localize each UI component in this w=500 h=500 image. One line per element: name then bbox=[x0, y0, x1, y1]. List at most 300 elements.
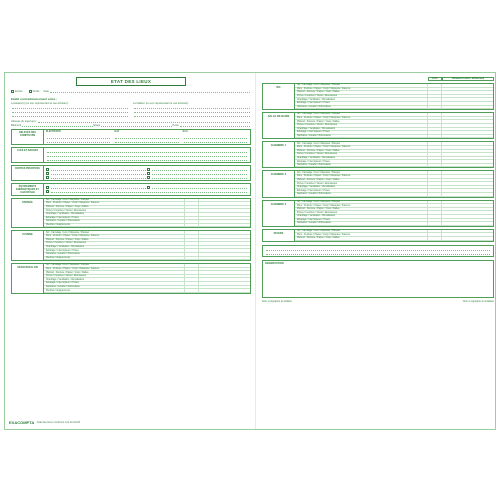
room-line-label: Sanitaires / Lavabo / Robinetterie bbox=[297, 164, 331, 167]
parties-privatives-label: PARTIES PRIVATIVES bbox=[12, 166, 44, 180]
etat-cell[interactable] bbox=[427, 222, 441, 225]
room-line-label: Plafond : Peinture / Papier / Crépi / Dalles bbox=[46, 238, 89, 241]
room-line-label: Sol : Carrelage / Lino / Moquette / Parquet bbox=[297, 113, 341, 116]
observation-cell[interactable] bbox=[198, 199, 250, 202]
adresse-field[interactable] bbox=[38, 121, 250, 123]
etat-cell[interactable] bbox=[427, 201, 441, 204]
etat-cell[interactable] bbox=[184, 257, 198, 260]
room-line-label: Chauffage / Ventilation / Climatisation bbox=[297, 98, 336, 101]
room-right-1 bbox=[262, 112, 494, 139]
parties-check-4[interactable] bbox=[147, 172, 150, 175]
bailleur-line-2[interactable] bbox=[134, 111, 250, 113]
adresse-label: Adresse du logement : bbox=[11, 120, 37, 123]
room-line-label: Murs : Peinture / Papier / Crépi / Moquette / Faïence bbox=[297, 146, 351, 149]
room-line-label: Sol : Carrelage / Lino / Moquette / Parquet bbox=[297, 200, 341, 203]
etat-cell[interactable] bbox=[427, 233, 441, 236]
page-fold bbox=[255, 73, 256, 429]
etat-cell[interactable] bbox=[184, 217, 198, 220]
observation-cell[interactable] bbox=[441, 186, 493, 189]
etat-column-header: ETAT bbox=[428, 77, 442, 81]
room-line-label: Plafond : Peinture / Papier / Crépi / Dalles bbox=[297, 208, 340, 211]
legal-notice bbox=[262, 245, 494, 257]
adresse-row bbox=[11, 119, 251, 123]
document-title: ETAT DES LIEUX bbox=[76, 77, 186, 86]
etat-cell[interactable] bbox=[427, 120, 441, 123]
right-half bbox=[262, 77, 494, 303]
room-left-2 bbox=[11, 263, 251, 294]
equip-field-3[interactable] bbox=[51, 191, 247, 193]
room-line-label: Murs : Peinture / Papier / Crépi / Moquette / Faïence bbox=[297, 233, 351, 236]
observation-cell[interactable] bbox=[441, 204, 493, 207]
electricite-field-2[interactable] bbox=[47, 141, 110, 143]
room-name: DIVERS bbox=[263, 230, 295, 241]
room-line-label: Sanitaires / Lavabo / Robinetterie bbox=[297, 222, 331, 225]
etat-cell[interactable] bbox=[184, 268, 198, 271]
etat-cell[interactable] bbox=[184, 235, 198, 238]
parties-check-5[interactable] bbox=[46, 176, 49, 179]
room-line-label: Plafond : Peinture / Papier / Crépi / Dalles bbox=[297, 237, 340, 240]
batiment-label: Bâtiment bbox=[11, 124, 22, 127]
room-line-label: Chauffage / Ventilation / Climatisation bbox=[297, 186, 336, 189]
etat-cell[interactable] bbox=[184, 239, 198, 242]
porte-field[interactable] bbox=[180, 125, 250, 127]
etat-cell[interactable] bbox=[427, 208, 441, 211]
observation-cell[interactable] bbox=[441, 160, 493, 163]
etat-cell[interactable] bbox=[427, 102, 441, 105]
sign-bailleur-label: Nom et signature du bailleur bbox=[262, 299, 292, 303]
room-line-label: Chauffage / Ventilation / Climatisation bbox=[297, 156, 336, 159]
etat-cell[interactable] bbox=[427, 237, 441, 240]
etat-cell[interactable] bbox=[184, 275, 198, 278]
gaz-field-2[interactable] bbox=[115, 141, 178, 143]
left-half bbox=[11, 77, 251, 294]
etat-cell[interactable] bbox=[427, 95, 441, 98]
electricite-label: ELECTRICITÉ bbox=[46, 131, 62, 134]
document-page bbox=[4, 72, 496, 430]
right-rooms bbox=[262, 83, 494, 242]
etat-cell[interactable] bbox=[184, 278, 198, 281]
date-label: Date bbox=[43, 89, 49, 93]
observation-cell[interactable] bbox=[198, 253, 250, 256]
observation-cell[interactable] bbox=[441, 91, 493, 94]
room-line-label: Eclairage / Interrupteurs / Prises bbox=[297, 131, 330, 134]
room-line-label: Eclairage / Interrupteurs / Prises bbox=[46, 282, 79, 285]
room-right-3 bbox=[262, 170, 494, 197]
cles-field-1[interactable] bbox=[47, 151, 247, 153]
observation-cell[interactable] bbox=[441, 179, 493, 182]
observation-cell[interactable] bbox=[441, 142, 493, 145]
room-line-label: Eclairage / Interrupteurs / Prises bbox=[46, 216, 79, 219]
etat-cell[interactable] bbox=[184, 199, 198, 202]
equipements-label: ÉQUIPEMENTS ÉNERGÉTIQUES ET CHAUFFAGE bbox=[12, 184, 44, 195]
observation-cell[interactable] bbox=[441, 146, 493, 149]
room-body bbox=[44, 231, 250, 260]
observation-cell[interactable] bbox=[441, 171, 493, 174]
parties-field-4[interactable] bbox=[152, 173, 247, 175]
etat-cell[interactable] bbox=[184, 213, 198, 216]
etat-cell[interactable] bbox=[427, 146, 441, 149]
room-line-label: Plafond : Peinture / Papier / Crépi / Dalles bbox=[297, 91, 340, 94]
sign-locataire-label: Nom et signature du locataire bbox=[462, 299, 494, 303]
etat-cell[interactable] bbox=[427, 211, 441, 214]
observation-cell[interactable] bbox=[441, 208, 493, 211]
room-line-label: Sanitaires / Lavabo / Robinetterie bbox=[46, 220, 80, 223]
observation-cell[interactable] bbox=[198, 271, 250, 274]
observation-cell[interactable] bbox=[441, 113, 493, 116]
observation-label: OBSERVATION bbox=[265, 261, 284, 265]
batiment-row bbox=[11, 123, 251, 127]
etat-cell[interactable] bbox=[427, 193, 441, 196]
etat-cell[interactable] bbox=[427, 98, 441, 101]
room-line-label: Chauffage / Ventilation / Climatisation bbox=[46, 278, 85, 281]
room-line-label: Sanitaires / Lavabo / Robinetterie bbox=[46, 285, 80, 288]
date-field[interactable] bbox=[50, 91, 250, 93]
brand-logo: EXACOMPTA bbox=[9, 420, 35, 425]
observation-cell[interactable] bbox=[198, 275, 250, 278]
parties-field-5[interactable] bbox=[51, 177, 146, 179]
room-right-4 bbox=[262, 200, 494, 227]
parties-block bbox=[11, 102, 251, 117]
locataire-line-1[interactable] bbox=[12, 107, 128, 109]
cles-label: CLÉS ET BADGES bbox=[12, 148, 44, 162]
etat-cell[interactable] bbox=[427, 171, 441, 174]
etat-cell[interactable] bbox=[427, 175, 441, 178]
room-body bbox=[295, 113, 493, 138]
room-name: CHAMBRE 1 bbox=[263, 142, 295, 167]
parties-privatives-body bbox=[44, 166, 250, 180]
etat-cell[interactable] bbox=[427, 117, 441, 120]
room-line-label: Murs : Peinture / Papier / Crépi / Moquette / Faïence bbox=[297, 204, 351, 207]
observation-cell[interactable] bbox=[198, 239, 250, 242]
etat-cell[interactable] bbox=[184, 246, 198, 249]
gaz-field-1[interactable] bbox=[115, 137, 178, 139]
entree-label: Entrée bbox=[15, 89, 23, 93]
releves-label: RELEVÉS DES COMPTEURS bbox=[12, 130, 44, 143]
observation-cell[interactable] bbox=[441, 164, 493, 167]
observation-cell[interactable] bbox=[441, 128, 493, 131]
observation-cell[interactable] bbox=[441, 233, 493, 236]
etat-cell[interactable] bbox=[427, 135, 441, 138]
parties-check-3[interactable] bbox=[46, 172, 49, 175]
observation-cell[interactable] bbox=[441, 124, 493, 127]
observation-cell[interactable] bbox=[441, 219, 493, 222]
parties-field-2[interactable] bbox=[152, 169, 247, 171]
observation-cell[interactable] bbox=[441, 182, 493, 185]
etat-cell[interactable] bbox=[427, 150, 441, 153]
etat-cell[interactable] bbox=[427, 124, 441, 127]
observation-cell[interactable] bbox=[441, 102, 493, 105]
etat-cell[interactable] bbox=[427, 160, 441, 163]
document-footer bbox=[9, 420, 80, 425]
equipements-table bbox=[11, 183, 251, 196]
observation-cell[interactable] bbox=[441, 117, 493, 120]
signature-row bbox=[262, 300, 494, 303]
cles-field-3[interactable] bbox=[47, 159, 247, 161]
bailleur-line-1[interactable] bbox=[134, 107, 250, 109]
observation-cell[interactable] bbox=[441, 131, 493, 134]
observation-cell[interactable] bbox=[441, 153, 493, 156]
room-line[interactable] bbox=[295, 135, 493, 139]
observation-cell[interactable] bbox=[198, 202, 250, 205]
etat-cell[interactable] bbox=[427, 153, 441, 156]
equip-field-2[interactable] bbox=[152, 187, 247, 189]
observation-cell[interactable] bbox=[441, 95, 493, 98]
etat-cell[interactable] bbox=[184, 202, 198, 205]
room-line-label: Chauffage / Ventilation / Climatisation bbox=[46, 246, 85, 249]
observation-cell[interactable] bbox=[198, 282, 250, 285]
room-right-5 bbox=[262, 229, 494, 242]
room-line-label: Chauffage / Ventilation / Climatisation bbox=[297, 215, 336, 218]
observation-cell[interactable] bbox=[198, 246, 250, 249]
sortie-label: Sortie bbox=[32, 89, 40, 93]
room-line-label: Portes / Fenêtres / Volets / Menuiseries bbox=[46, 209, 87, 212]
etat-cell[interactable] bbox=[427, 219, 441, 222]
room-line-label: Sol : Carrelage / Lino / Moquette / Parquet bbox=[46, 231, 90, 234]
room-line-label: Sol : Carrelage / Lino / Moquette / Parquet bbox=[46, 198, 90, 201]
observation-cell[interactable] bbox=[441, 135, 493, 138]
room-line-label: Portes / Fenêtres / Volets / Menuiseries bbox=[297, 124, 338, 127]
room-body bbox=[295, 230, 493, 241]
observation-cell[interactable] bbox=[441, 98, 493, 101]
observation-cell[interactable] bbox=[441, 201, 493, 204]
batiment-field[interactable] bbox=[22, 125, 92, 127]
etat-cell[interactable] bbox=[427, 142, 441, 145]
room-body bbox=[44, 264, 250, 293]
room-line[interactable] bbox=[295, 222, 493, 226]
room-name: CUISINE bbox=[12, 231, 44, 260]
observation-cell[interactable] bbox=[198, 264, 250, 267]
parties-check-6[interactable] bbox=[147, 176, 150, 179]
observation-cell[interactable] bbox=[441, 175, 493, 178]
room-line-label: Portes / Fenêtres / Volets / Menuiseries bbox=[297, 95, 338, 98]
room-line-label: Murs : Peinture / Papier / Crépi / Moquette / Faïence bbox=[46, 267, 100, 270]
room-line[interactable] bbox=[44, 257, 250, 261]
etat-cell[interactable] bbox=[427, 131, 441, 134]
cles-table bbox=[11, 147, 251, 163]
legal-line-2 bbox=[266, 253, 490, 255]
etat-cell[interactable] bbox=[184, 282, 198, 285]
observations-column-header: OBSERVATIONS / RÉSERVES bbox=[442, 77, 494, 81]
observation-cell[interactable] bbox=[198, 209, 250, 212]
etat-cell[interactable] bbox=[427, 186, 441, 189]
etat-cell[interactable] bbox=[427, 182, 441, 185]
observation-cell[interactable] bbox=[441, 230, 493, 233]
releves-table bbox=[11, 129, 251, 144]
equip-check-3[interactable] bbox=[46, 190, 49, 193]
room-line-label: Eclairage / Interrupteurs / Prises bbox=[297, 218, 330, 221]
room-name: ENTRÉE bbox=[12, 199, 44, 228]
room-line[interactable] bbox=[295, 164, 493, 168]
room-line-label: Sol : Carrelage / Lino / Moquette / Parquet bbox=[46, 264, 90, 267]
etat-cell[interactable] bbox=[184, 224, 198, 227]
observation-cell[interactable] bbox=[198, 278, 250, 281]
locataire-label: Locataire(s) (ou son représentant le cas échéant) : bbox=[11, 102, 70, 105]
room-line-label: Portes / Fenêtres / Volets / Menuiseries bbox=[46, 242, 87, 245]
observation-cell[interactable] bbox=[441, 157, 493, 160]
parties-field-3[interactable] bbox=[51, 173, 146, 175]
observation-cell[interactable] bbox=[441, 193, 493, 196]
room-line[interactable] bbox=[44, 224, 250, 228]
etat-cell[interactable] bbox=[427, 164, 441, 167]
room-body bbox=[295, 201, 493, 226]
equip-check-2[interactable] bbox=[147, 186, 150, 189]
etat-cell[interactable] bbox=[184, 289, 198, 292]
room-line-label: Plafond : Peinture / Papier / Crépi / Dalles bbox=[297, 149, 340, 152]
etat-cell[interactable] bbox=[184, 286, 198, 289]
room-line-label: Eclairage / Interrupteurs / Prises bbox=[297, 102, 330, 105]
equip-field-1[interactable] bbox=[51, 187, 146, 189]
parties-field-1[interactable] bbox=[51, 169, 146, 171]
etat-cell[interactable] bbox=[184, 220, 198, 223]
eau-field-1[interactable] bbox=[184, 137, 247, 139]
cles-field-2[interactable] bbox=[47, 155, 247, 157]
right-column-header bbox=[262, 77, 494, 81]
room-body bbox=[295, 171, 493, 196]
observation-cell[interactable] bbox=[198, 235, 250, 238]
room-line[interactable] bbox=[295, 106, 493, 110]
parties-check-1[interactable] bbox=[46, 168, 49, 171]
room-name: SALLE DE BAINS bbox=[263, 113, 295, 138]
cles-body bbox=[44, 148, 250, 162]
room-line-label: Chauffage / Ventilation / Climatisation bbox=[297, 127, 336, 130]
room-line-label: Sol : Carrelage / Lino / Moquette / Parquet bbox=[297, 230, 341, 233]
equip-check-1[interactable] bbox=[46, 186, 49, 189]
room-line-label: Murs : Peinture / Papier / Crépi / Moquette / Faïence bbox=[297, 117, 351, 120]
etat-cell[interactable] bbox=[427, 179, 441, 182]
observation-cell[interactable] bbox=[441, 88, 493, 91]
room-right-2 bbox=[262, 141, 494, 168]
room-line-label: Eclairage / Interrupteurs / Prises bbox=[46, 249, 79, 252]
sortie-checkbox[interactable] bbox=[29, 90, 32, 93]
observation-box[interactable] bbox=[262, 260, 494, 298]
room-line-label: Sol : Carrelage / Lino / Moquette / Parquet bbox=[297, 171, 341, 174]
room-line-label: Portes / Fenêtres / Volets / Menuiseries bbox=[46, 275, 87, 278]
room-body bbox=[44, 199, 250, 228]
etat-cell[interactable] bbox=[427, 189, 441, 192]
room-name: WC bbox=[263, 84, 295, 109]
parties-privatives-table bbox=[11, 165, 251, 181]
room-line[interactable] bbox=[44, 289, 250, 293]
room-line-label: Sanitaires / Lavabo / Robinetterie bbox=[297, 105, 331, 108]
legal-line-1 bbox=[266, 249, 490, 251]
room-line-label: Eclairage / Interrupteurs / Prises bbox=[297, 189, 330, 192]
observation-cell[interactable] bbox=[198, 257, 250, 260]
room-line-label: Eclairage / Interrupteurs / Prises bbox=[297, 160, 330, 163]
room-name: CHAMBRE 3 bbox=[263, 201, 295, 226]
observation-cell[interactable] bbox=[198, 206, 250, 209]
gaz-label: GAZ bbox=[114, 131, 120, 134]
electricite-field-1[interactable] bbox=[47, 137, 110, 139]
room-line-label: Portes / Fenêtres / Volets / Menuiseries bbox=[297, 182, 338, 185]
room-line[interactable] bbox=[295, 237, 493, 241]
room-line-label: Plafond : Peinture / Papier / Crépi / Dalles bbox=[297, 120, 340, 123]
porte-label: Porte bbox=[172, 124, 179, 127]
etat-cell[interactable] bbox=[427, 84, 441, 87]
etat-cell[interactable] bbox=[427, 204, 441, 207]
observation-cell[interactable] bbox=[441, 215, 493, 218]
etat-cell[interactable] bbox=[427, 91, 441, 94]
observation-cell[interactable] bbox=[198, 289, 250, 292]
observation-cell[interactable] bbox=[441, 211, 493, 214]
entree-checkbox[interactable] bbox=[11, 90, 14, 93]
etage-label: Etage bbox=[93, 124, 101, 127]
room-left-0 bbox=[11, 198, 251, 229]
observation-cell[interactable] bbox=[441, 120, 493, 123]
etat-cell[interactable] bbox=[184, 264, 198, 267]
room-line-label: Meubles / Equipements bbox=[46, 289, 71, 292]
etat-cell[interactable] bbox=[427, 88, 441, 91]
etat-cell[interactable] bbox=[184, 249, 198, 252]
room-line-label: Murs : Peinture / Papier / Crépi / Moquette / Faïence bbox=[297, 175, 351, 178]
eau-field-2[interactable] bbox=[184, 141, 247, 143]
observation-cell[interactable] bbox=[198, 268, 250, 271]
room-line-label: Portes / Fenêtres / Volets / Menuiseries bbox=[297, 211, 338, 214]
etat-cell[interactable] bbox=[427, 215, 441, 218]
locataire-line-2[interactable] bbox=[12, 111, 128, 113]
etat-cell[interactable] bbox=[184, 209, 198, 212]
room-line-label: Sanitaires / Lavabo / Robinetterie bbox=[297, 135, 331, 138]
observation-cell[interactable] bbox=[198, 217, 250, 220]
parties-field-6[interactable] bbox=[152, 177, 247, 179]
locataire-block bbox=[11, 102, 129, 117]
etat-cell[interactable] bbox=[427, 230, 441, 233]
locataire-line-3[interactable] bbox=[12, 115, 128, 117]
etat-cell[interactable] bbox=[184, 231, 198, 234]
eau-label: EAU bbox=[182, 131, 188, 134]
etage-field[interactable] bbox=[101, 125, 171, 127]
etat-cell[interactable] bbox=[184, 242, 198, 245]
room-line-label: Meubles / Equipements bbox=[46, 224, 71, 227]
observation-cell[interactable] bbox=[441, 150, 493, 153]
observation-cell[interactable] bbox=[198, 224, 250, 227]
etat-cell[interactable] bbox=[184, 253, 198, 256]
etat-cell[interactable] bbox=[184, 271, 198, 274]
etat-cell[interactable] bbox=[427, 128, 441, 131]
observation-cell[interactable] bbox=[441, 189, 493, 192]
etat-cell[interactable] bbox=[184, 206, 198, 209]
room-line-label: Plafond : Peinture / Papier / Crépi / Dalles bbox=[46, 271, 89, 274]
room-line-label: Murs : Peinture / Papier / Crépi / Moquette / Faïence bbox=[297, 87, 351, 90]
room-line-label: Murs : Peinture / Papier / Crépi / Moquette / Faïence bbox=[46, 235, 100, 238]
etat-cell[interactable] bbox=[427, 113, 441, 116]
observation-cell[interactable] bbox=[198, 220, 250, 223]
etat-cell[interactable] bbox=[427, 157, 441, 160]
equipements-body bbox=[44, 184, 250, 195]
room-line-label: Murs : Peinture / Papier / Crépi / Moquette / Faïence bbox=[46, 202, 100, 205]
observation-cell[interactable] bbox=[441, 106, 493, 109]
room-line-label: Sol : Carrelage / Lino / Moquette / Parquet bbox=[297, 84, 341, 87]
left-rooms bbox=[11, 198, 251, 294]
room-line-label: Chauffage / Ventilation / Climatisation bbox=[46, 213, 85, 216]
observation-cell[interactable] bbox=[198, 213, 250, 216]
bailleur-block bbox=[133, 102, 251, 117]
room-name: CHAMBRE 2 bbox=[263, 171, 295, 196]
observation-cell[interactable] bbox=[441, 237, 493, 240]
parties-check-2[interactable] bbox=[147, 168, 150, 171]
observation-cell[interactable] bbox=[198, 231, 250, 234]
observation-cell[interactable] bbox=[198, 242, 250, 245]
releves-body bbox=[44, 130, 250, 143]
room-line-label: Plafond : Peinture / Papier / Crépi / Dalles bbox=[46, 206, 89, 209]
observation-cell[interactable] bbox=[441, 84, 493, 87]
etat-cell[interactable] bbox=[427, 106, 441, 109]
observation-cell[interactable] bbox=[441, 222, 493, 225]
observation-cell[interactable] bbox=[198, 249, 250, 252]
room-line[interactable] bbox=[295, 193, 493, 197]
observation-cell[interactable] bbox=[198, 286, 250, 289]
room-body bbox=[295, 84, 493, 109]
bailleur-line-3[interactable] bbox=[134, 115, 250, 117]
